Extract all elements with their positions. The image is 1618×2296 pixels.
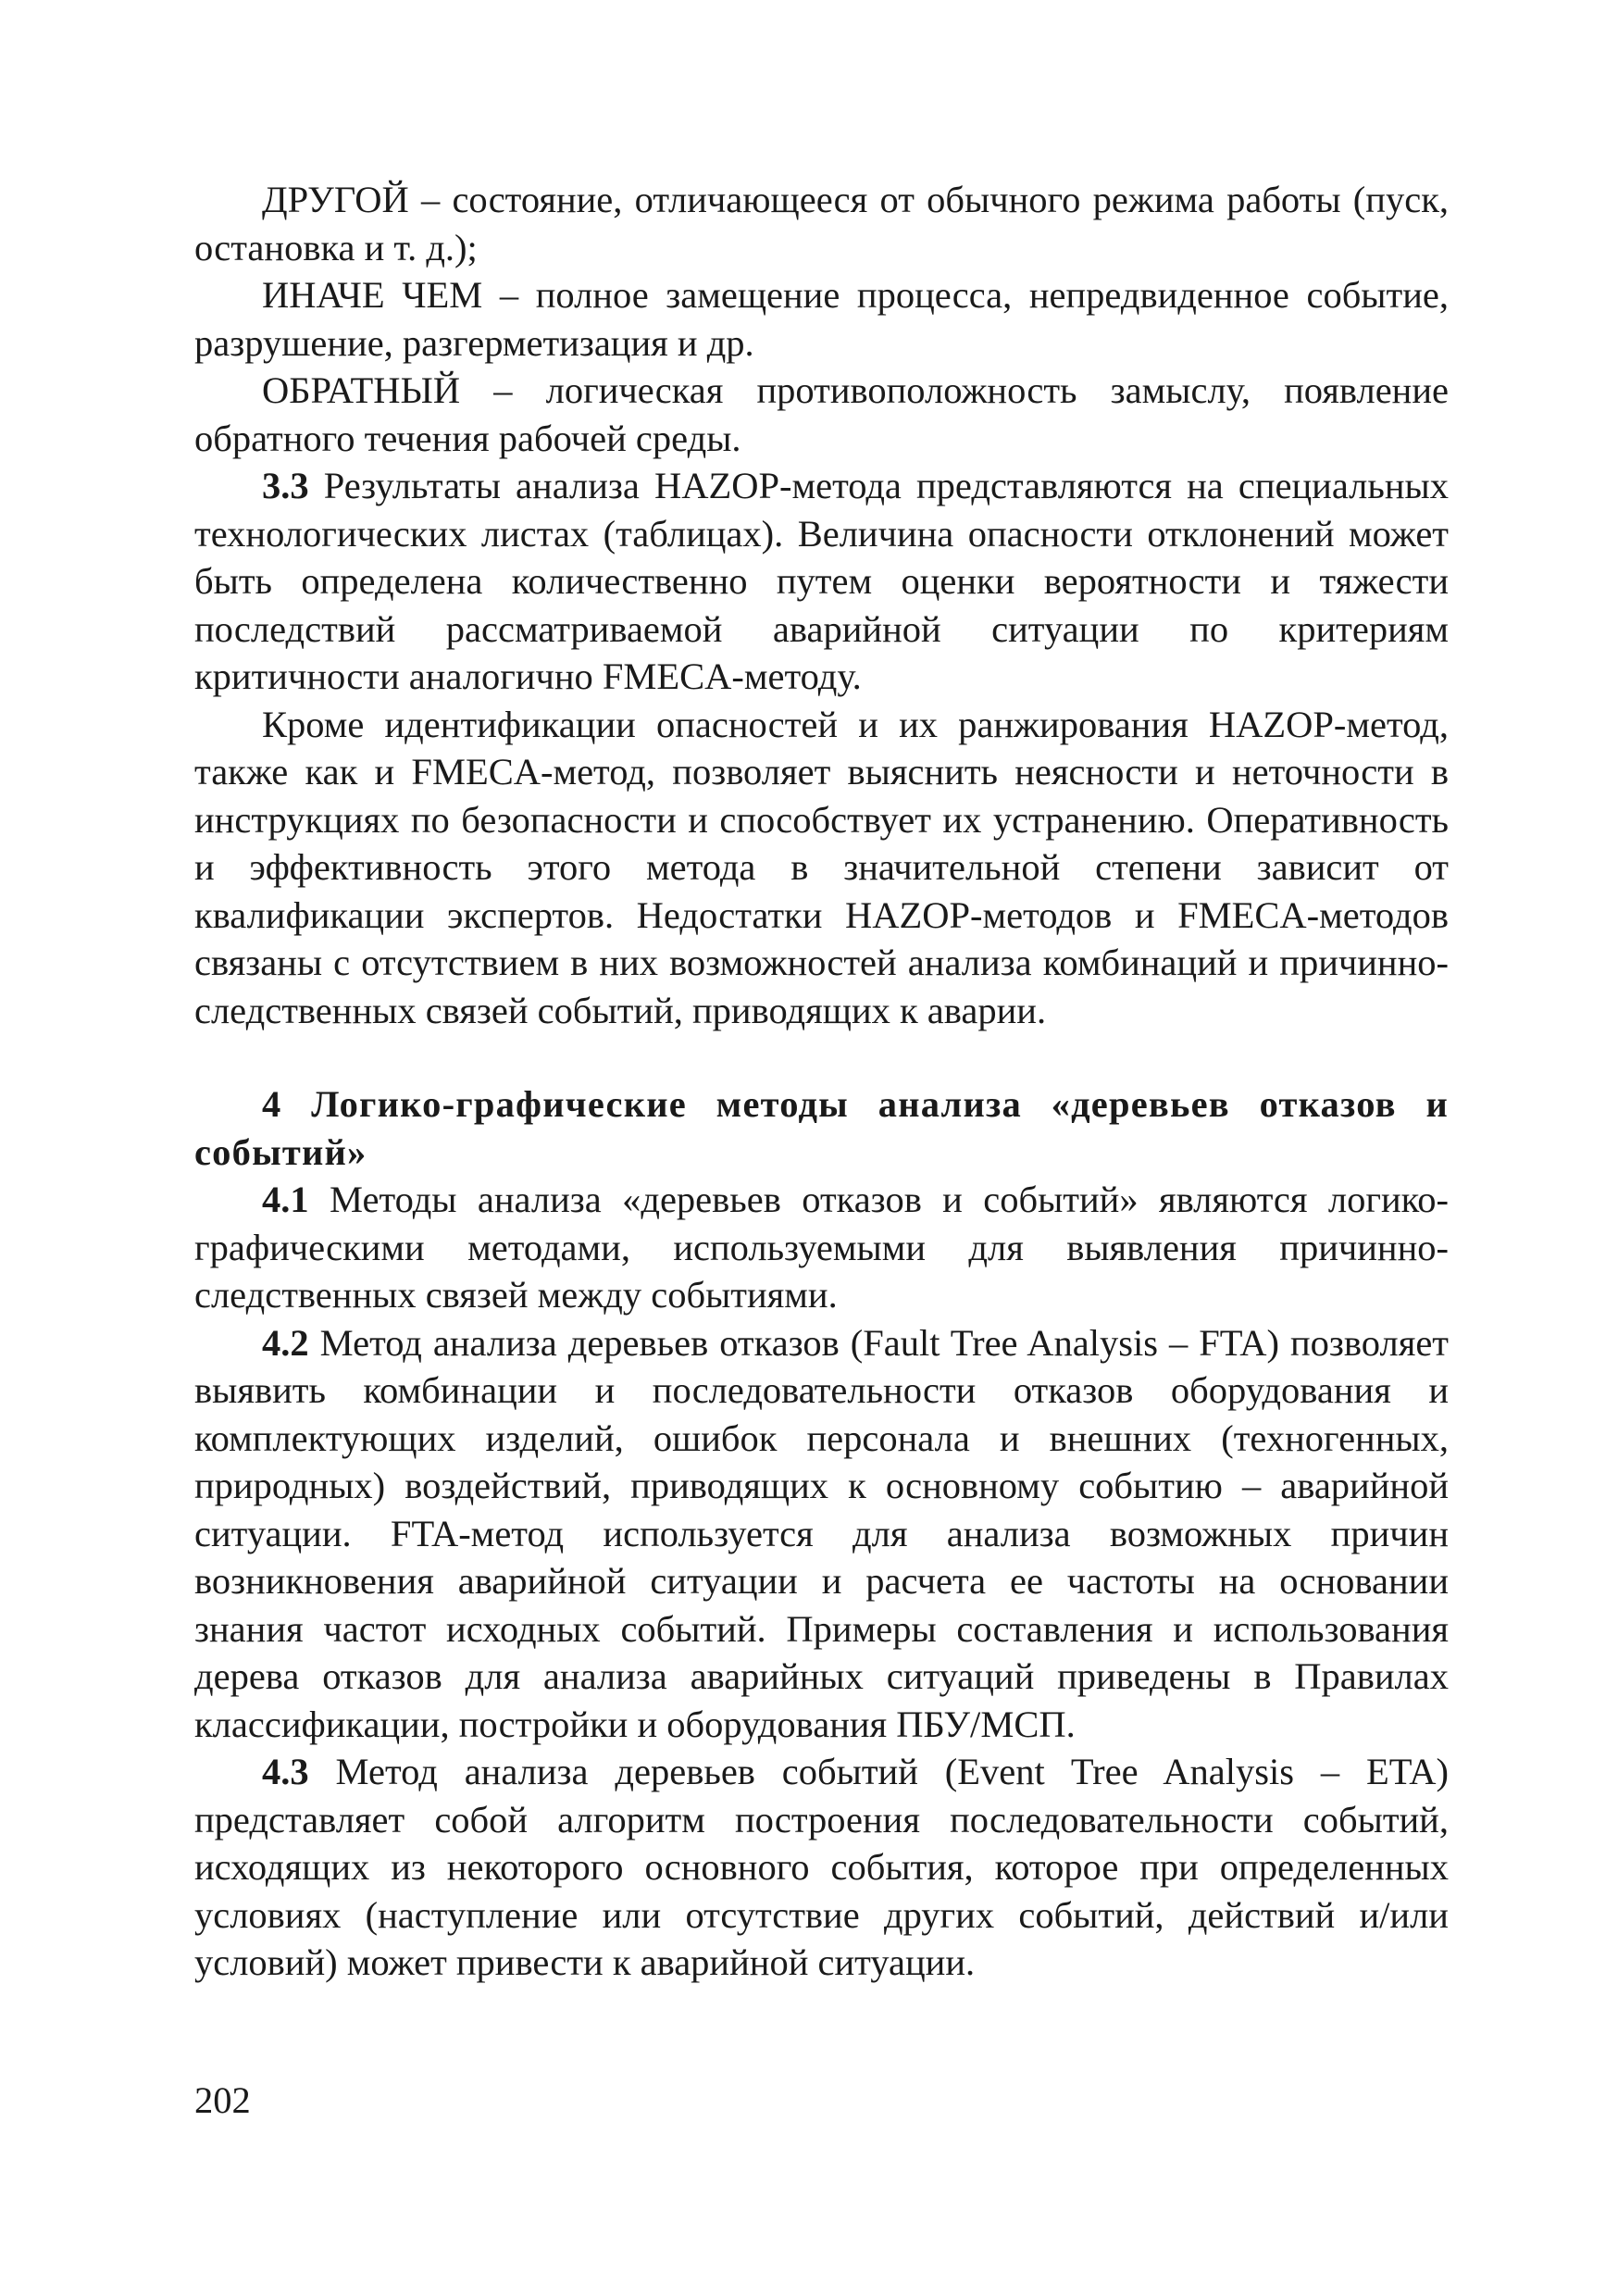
paragraph-text: Метод анализа деревьев отказов (Fault Tree Analysis – FTA) позволяет выявить комбинации и последовательности отказов оборудования и комплектующих изделий, ошибок персонала и внешних (техногенных, природных) воздействий, приводящих к основному событию – аварийной ситуации. FTA-метод используется для анализа возможных причин возникновения аварийной ситуации и расчета ее частоты на основании знания частот исходных событий. Примеры составления и использования дерева отказов для анализа аварийных ситуаций приведены в Правилах классификации, постройки и оборудования ПБУ/МСП. [194,1321,1449,1745]
paragraph-text: ДРУГОЙ – состояние, отличающееся от обычного режима работы (пуск, остановка и т. д.); [194,179,1449,268]
paragraph-text: Методы анализа «деревьев отказов и событий» являются логико-графическими методами, используемыми для выявления причинно-следственных связей между событиями. [194,1179,1449,1316]
page-content [194,176,1449,1987]
paragraph-4-3 [194,1748,1449,1987]
clause-number: 4.3 [262,1751,309,1792]
paragraph-drugoy [194,176,1449,271]
clause-number: 4.2 [262,1321,309,1364]
paragraph-text: Результаты анализа HAZOP-метода представляются на специальных технологических листах (таблицах). Величина опасности отклонений может быть определена количественно путем оценки вероятности и тяжести последствий рассматриваемой аварийной ситуации по критериям критичности аналогично FMECA-методу. [194,465,1449,697]
clause-number: 4.1 [262,1179,309,1220]
paragraph-inache-chem [194,271,1449,367]
section-heading: 4 Логико-графические методы анализа «деревьев отказов и событий» [194,1083,1449,1173]
paragraph-4-1 [194,1176,1449,1319]
paragraph-text: ОБРАТНЫЙ – логическая противоположность замыслу, появление обратного течения рабочей среды. [194,369,1449,459]
paragraph-obratny [194,367,1449,462]
paragraph-text: ИНАЧЕ ЧЕМ – полное замещение процесса, непредвиденное событие, разрушение, разгерметизация и др. [194,274,1449,364]
paragraph-hazop-summary [194,701,1449,1035]
paragraph-3-3 [194,462,1449,701]
paragraph-text: Метод анализа деревьев событий (Event Tree Analysis – ETA) представляет собой алгоритм построения последовательности событий, исходящих из некоторого основного события, которое при определенных условиях (наступление или отсутствие других событий, действий и/или условий) может привести к аварийной ситуации. [194,1751,1449,1983]
clause-number: 3.3 [262,465,309,506]
page-number: 202 [194,2079,251,2121]
paragraph-4-2 [194,1319,1449,1749]
paragraph-text: Кроме идентификации опасностей и их ранжирования HAZOP-метод, также как и FMECA-метод, позволяет выяснить неясности и неточности в инструкциях по безопасности и способствует их устранению. Оперативность и эффективность этого метода в значительной степени зависит от квалификации экспертов. Недостатки HAZOP-методов и FMECA-методов связаны с отсутствием в них возможностей анализа комбинаций и причинно-следственных связей событий, приводящих к аварии. [194,703,1449,1031]
